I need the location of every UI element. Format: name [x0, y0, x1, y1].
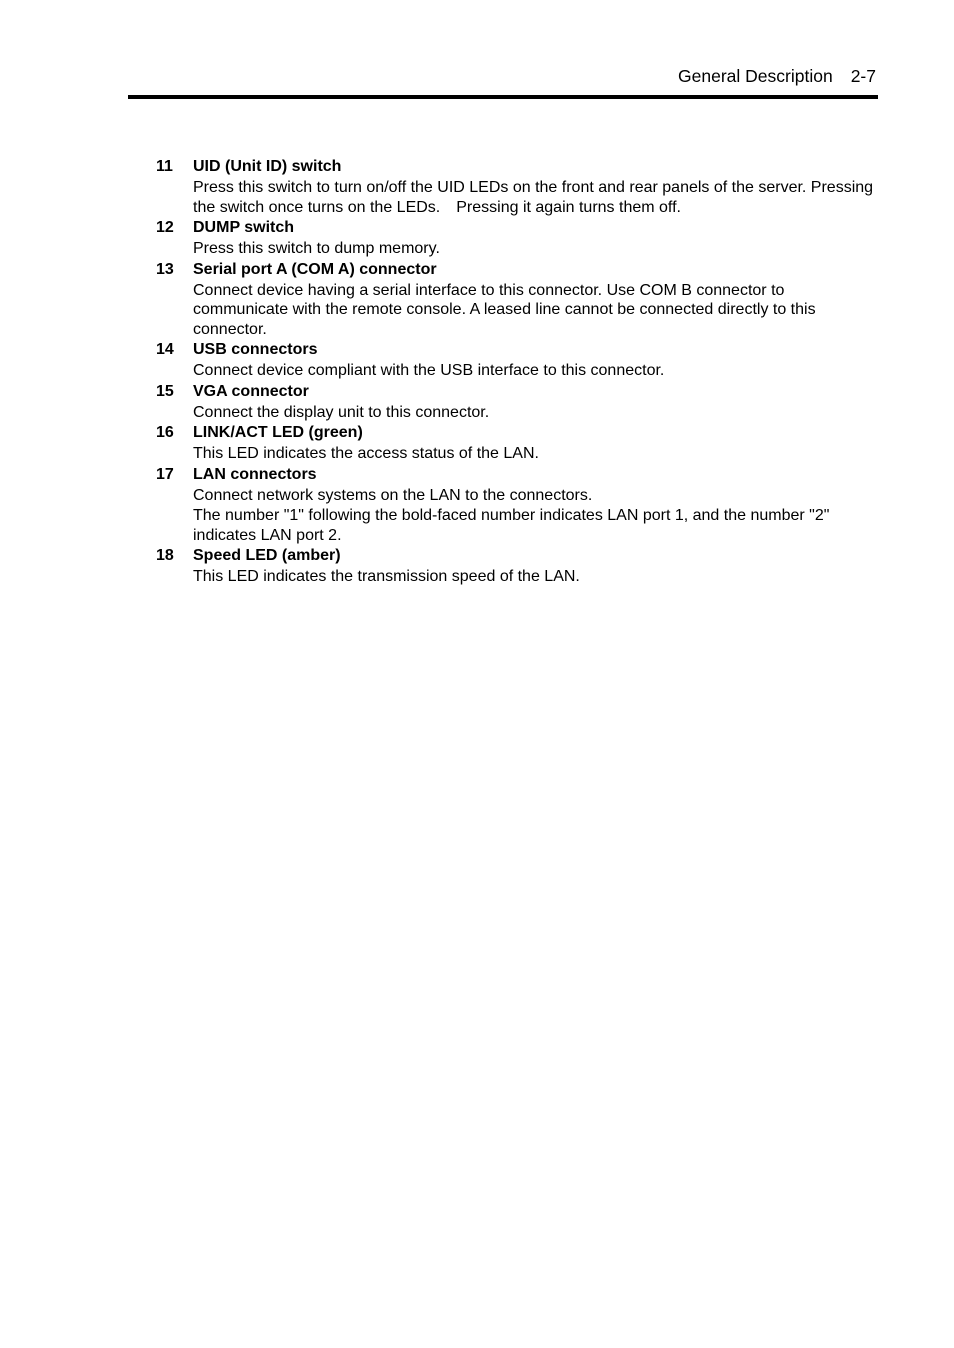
- item-title: Serial port A (COM A) connector: [193, 260, 437, 278]
- list-item: [156, 156, 876, 217]
- list-item: [156, 217, 876, 259]
- item-number: 18: [156, 547, 174, 564]
- item-number: 13: [156, 260, 174, 278]
- item-description: The number "1" following the bold-faced number indicates LAN port 1, and the number "2" indicates LAN port 2.: [193, 507, 830, 544]
- item-description: This LED indicates the access status of the LAN.: [193, 445, 539, 462]
- section-title: General Description: [678, 66, 833, 86]
- page-header: [128, 64, 876, 88]
- item-description: This LED indicates the transmission speed of the LAN.: [193, 568, 580, 585]
- item-title: USB connectors: [193, 341, 318, 358]
- item-description: Connect the display unit to this connector.: [193, 403, 490, 421]
- item-title: UID (Unit ID) switch: [193, 158, 342, 175]
- list-item: [156, 259, 876, 340]
- list-item: [156, 339, 876, 381]
- list-item: [156, 381, 876, 423]
- item-title: VGA connector: [193, 382, 309, 400]
- item-number: 17: [156, 465, 174, 483]
- item-number: 11: [156, 158, 173, 175]
- item-title: DUMP switch: [193, 219, 295, 236]
- page-number: 2-7: [850, 66, 876, 86]
- item-title: LAN connectors: [193, 465, 317, 483]
- item-number: 14: [156, 341, 174, 358]
- list-item: [156, 464, 876, 546]
- header-rule: [128, 95, 878, 99]
- item-description: Press this switch to turn on/off the UID LEDs on the front and rear panels of the server. Pressing the switch once turns on the LEDs. Pressing it again turns them off.: [193, 179, 874, 216]
- item-description: Press this switch to dump memory.: [193, 240, 440, 257]
- item-number: 12: [156, 219, 174, 236]
- item-number: 15: [156, 382, 174, 400]
- list-item: [156, 545, 876, 587]
- component-list: [156, 156, 876, 587]
- item-description: Connect network systems on the LAN to the connectors.: [193, 486, 593, 504]
- item-description: Connect device having a serial interface to this connector. Use COM B connector to communicate with the remote console. A leased line cannot be connected directly to this connector.: [193, 281, 816, 338]
- list-item: [156, 422, 876, 464]
- item-title: LINK/ACT LED (green): [193, 424, 363, 441]
- item-number: 16: [156, 424, 174, 441]
- item-title: Speed LED (amber): [193, 547, 341, 564]
- item-description: Connect device compliant with the USB interface to this connector.: [193, 362, 665, 379]
